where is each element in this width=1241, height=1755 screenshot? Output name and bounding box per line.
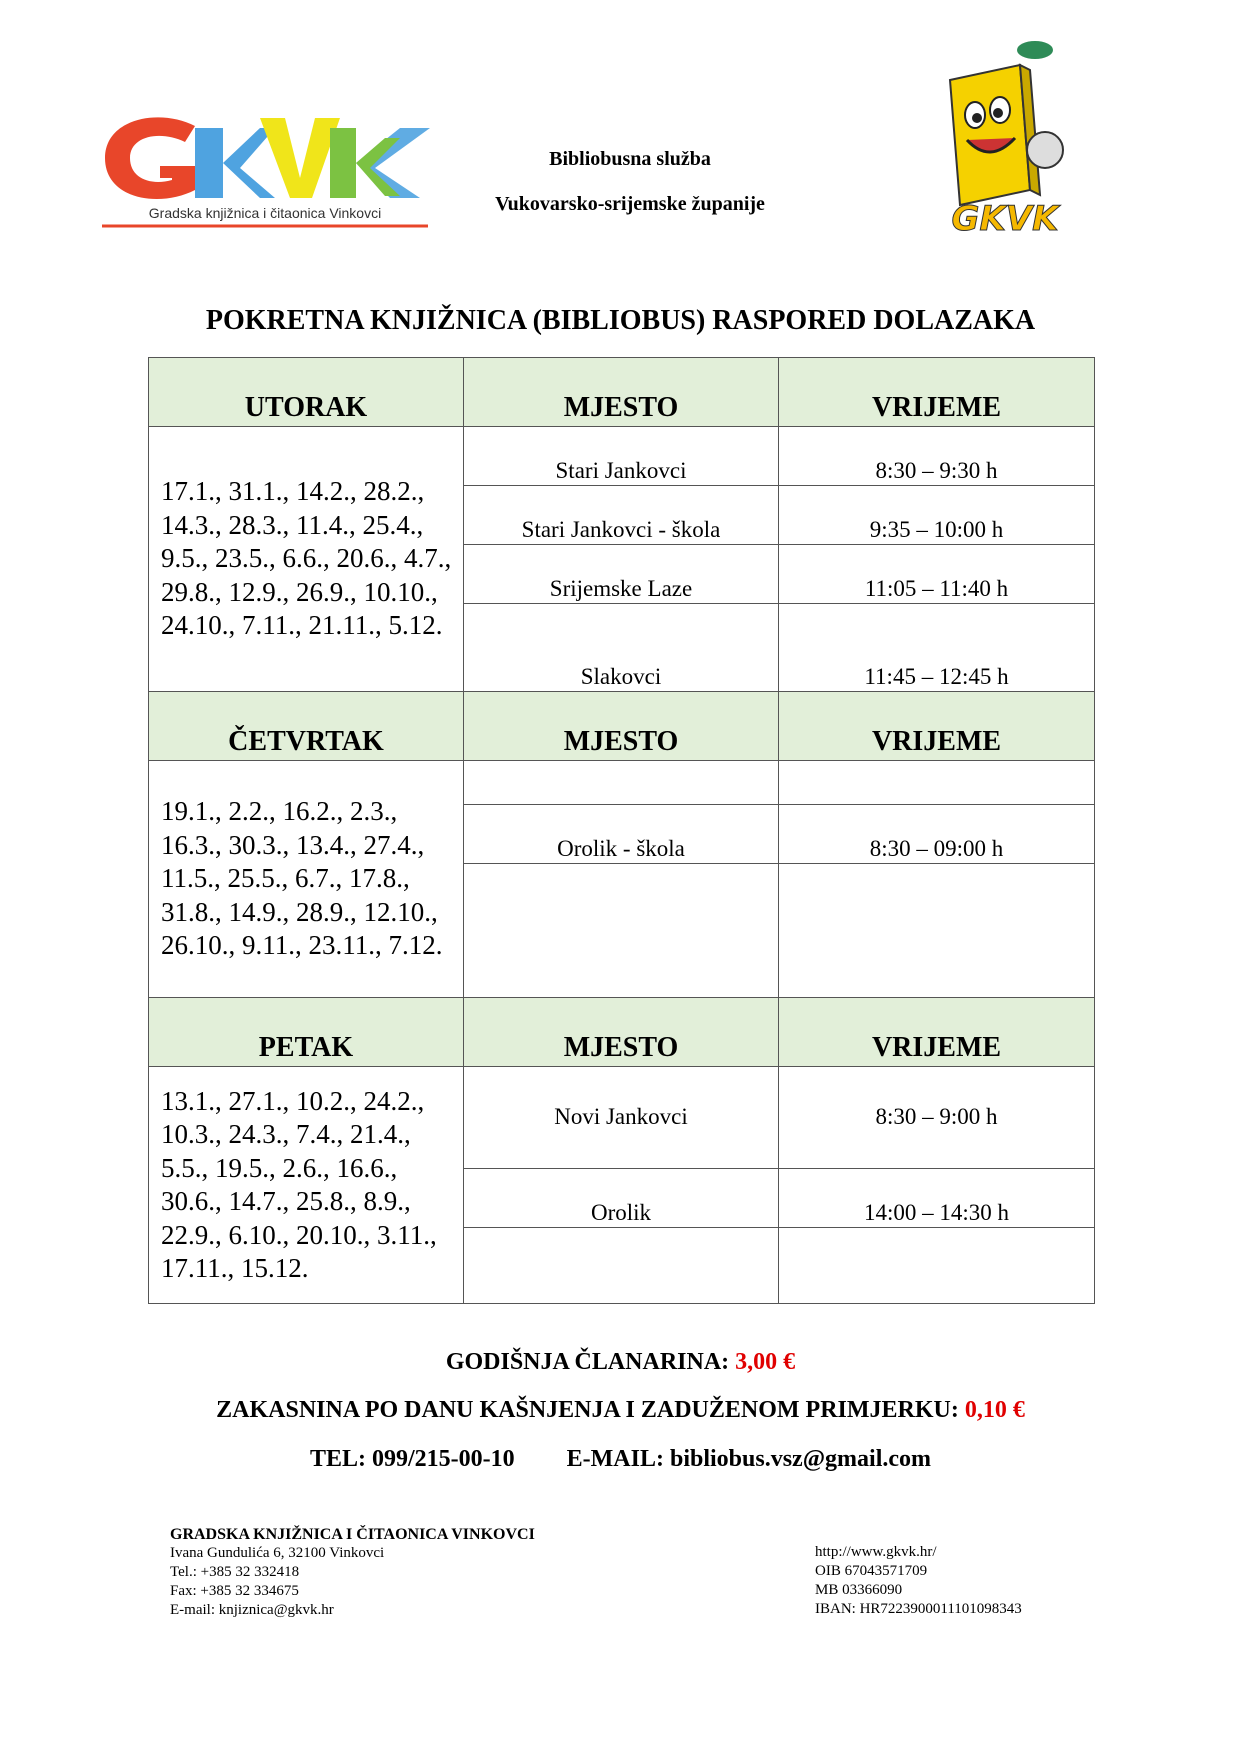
late-label: ZAKASNINA PO DANU KAŠNJENJA I ZADUŽENOM PRIMJERKU: [216, 1397, 959, 1423]
time-header: VRIJEME [779, 358, 1095, 427]
place-header: MJESTO [464, 358, 779, 427]
day-header-friday: PETAK [149, 998, 464, 1067]
schedule-table [148, 357, 1095, 1304]
contact-email: E-MAIL: bibliobus.vsz@gmail.com [566, 1446, 932, 1472]
time-cell: 14:00 – 14:30 h [779, 1169, 1095, 1228]
late-value: 0,10 € [964, 1397, 1025, 1423]
table-header-row [149, 358, 1095, 427]
footer-org: GRADSKA KNJIŽNICA I ČITAONICA VINKOVCI [170, 1526, 535, 1543]
place-cell [464, 761, 779, 805]
mascot-logo [935, 40, 1075, 240]
membership-label: GODIŠNJA ČLANARINA: [445, 1349, 730, 1375]
footer-ids [815, 1543, 1022, 1619]
service-line-2: Vukovarsko-srijemske županije [495, 193, 765, 215]
membership-fee [60, 1349, 1181, 1376]
place-cell: Stari Jankovci [464, 427, 779, 486]
late-fee [60, 1397, 1181, 1424]
footer-email: E-mail: knjiznica@gkvk.hr [170, 1602, 334, 1618]
contact-tel: TEL: 099/215-00-10 [309, 1446, 515, 1472]
place-cell: Slakovci [464, 604, 779, 692]
table-header-row [149, 692, 1095, 761]
dates-friday: 13.1., 27.1., 10.2., 24.2., 10.3., 24.3., 7.4., 21.4., 5.5., 19.5., 2.6., 16.6., 30.6., 14.7., 25.8., 8.9., 22.9., 6.10., 20.10., 3.11., 17.11., 15.12. [149, 1067, 464, 1304]
table-row [149, 1067, 1095, 1169]
time-cell: 8:30 – 09:00 h [779, 805, 1095, 864]
table-row [149, 761, 1095, 805]
time-cell [779, 761, 1095, 805]
footer-oib: OIB 67043571709 [815, 1563, 928, 1579]
time-cell [779, 1228, 1095, 1304]
logo-letter-g [105, 117, 195, 199]
place-cell [464, 1228, 779, 1304]
dates-thursday: 19.1., 2.2., 16.2., 2.3., 16.3., 30.3., 13.4., 27.4., 11.5., 25.5., 6.7., 17.8., 31.8., 14.9., 28.9., 12.10., 26.10., 9.11., 23.11., 7.12. [149, 761, 464, 998]
footer-tel: Tel.: +385 32 332418 [170, 1564, 300, 1580]
day-header-thursday: ČETVRTAK [149, 692, 464, 761]
place-header: MJESTO [464, 692, 779, 761]
place-cell: Orolik - škola [464, 805, 779, 864]
footer-fax: Fax: +385 32 334675 [170, 1583, 299, 1599]
hat-icon [1017, 41, 1053, 59]
time-cell: 8:30 – 9:30 h [779, 427, 1095, 486]
dates-tuesday: 17.1., 31.1., 14.2., 28.2., 14.3., 28.3., 11.4., 25.4., 9.5., 23.5., 6.6., 20.6., 4.7., 29.8., 12.9., 26.9., 10.10., 24.10., 7.11., 21.11., 5.12. [149, 427, 464, 692]
place-header: MJESTO [464, 998, 779, 1067]
mascot-text: GKVK [951, 199, 1059, 239]
library-logo [100, 108, 430, 233]
logo-subtitle: Gradska knjižnica i čitaonica Vinkovci [148, 205, 382, 221]
time-cell: 11:45 – 12:45 h [779, 604, 1095, 692]
contact-info [60, 1446, 1181, 1473]
footer-web: http://www.gkvk.hr/ [815, 1544, 937, 1560]
time-cell: 9:35 – 10:00 h [779, 486, 1095, 545]
time-header: VRIJEME [779, 998, 1095, 1067]
membership-value: 3,00 € [735, 1349, 796, 1375]
place-cell [464, 864, 779, 998]
footer-iban: IBAN: HR7223900011101098343 [815, 1601, 1022, 1617]
time-cell [779, 864, 1095, 998]
logo-letter-v [260, 118, 340, 198]
table-row [149, 427, 1095, 486]
place-cell: Orolik [464, 1169, 779, 1228]
logo-letter-k1 [195, 128, 223, 198]
book-icon [950, 65, 1030, 205]
footer-street: Ivana Gundulića 6, 32100 Vinkovci [170, 1545, 385, 1561]
place-cell: Srijemske Laze [464, 545, 779, 604]
logo-letter-k2 [330, 128, 356, 198]
place-cell: Stari Jankovci - škola [464, 486, 779, 545]
footer-mb: MB 03366090 [815, 1582, 903, 1598]
table-header-row [149, 998, 1095, 1067]
footer-address [170, 1525, 535, 1620]
time-cell: 8:30 – 9:00 h [779, 1067, 1095, 1169]
time-header: VRIJEME [779, 692, 1095, 761]
time-cell: 11:05 – 11:40 h [779, 545, 1095, 604]
day-header-tuesday: UTORAK [149, 358, 464, 427]
place-cell: Novi Jankovci [464, 1067, 779, 1169]
service-line-1: Bibliobusna služba [549, 148, 711, 170]
document-title: POKRETNA KNJIŽNICA (BIBLIOBUS) RASPORED DOLAZAKA [205, 305, 1036, 336]
